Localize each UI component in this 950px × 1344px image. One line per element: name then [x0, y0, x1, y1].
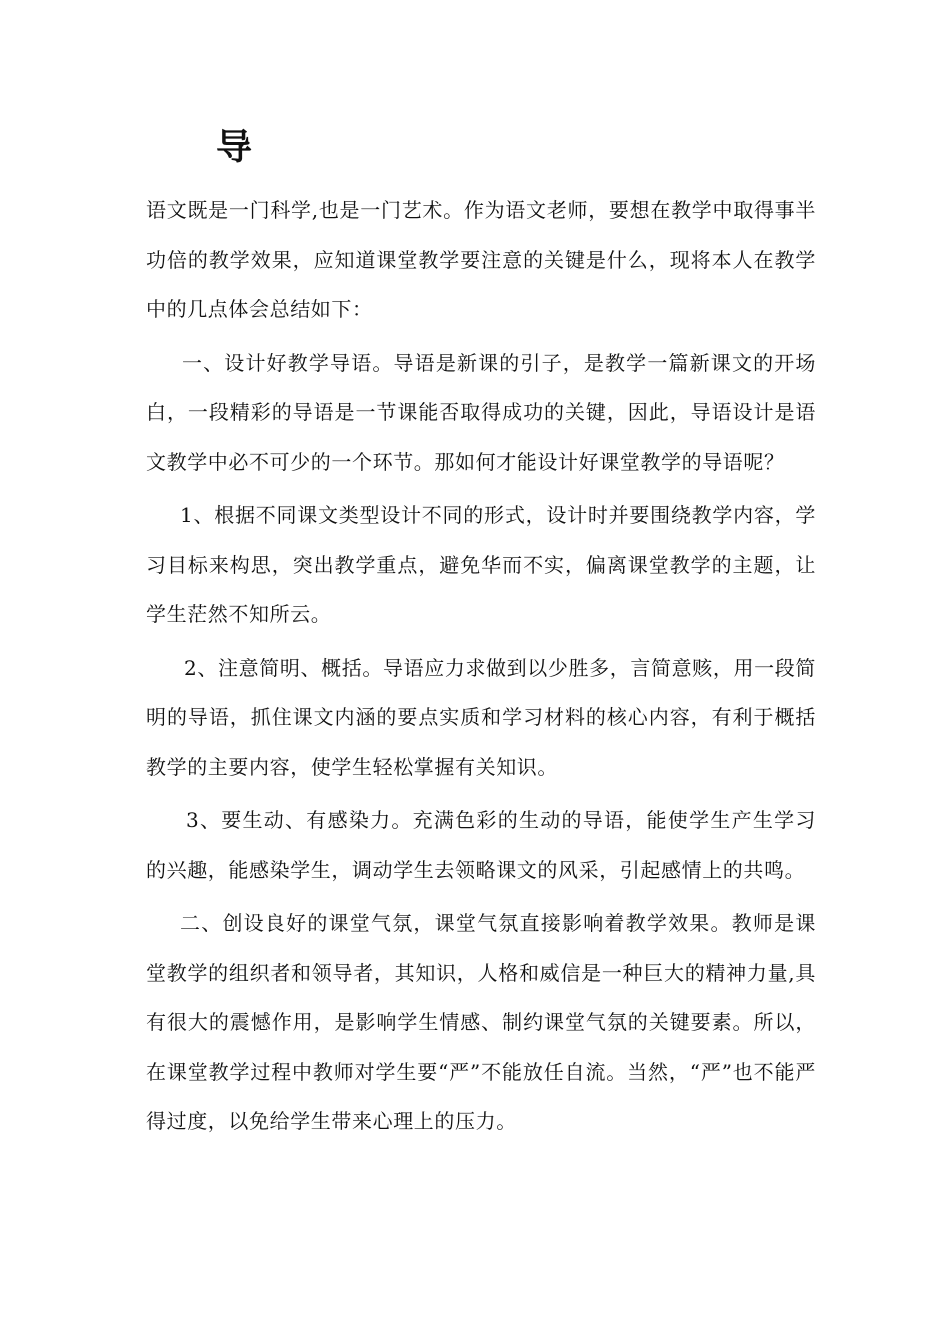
- document-title: 导: [216, 127, 253, 168]
- paragraph-item-3: 3、要生动、有感染力。充满色彩的生动的导语，能使学生产生学习的兴趣，能感染学生，调动学生去领略课文的风采，引起感情上的共鸣。: [146, 808, 816, 882]
- paragraph-section-2: 二、创设良好的课堂气氛，课堂气氛直接影响着教学效果。教师是课堂教学的组织者和领导者，其知识，人格和威信是一种巨大的精神力量,具有很大的震憾作用，是影响学生情感、制约课堂气氛的关键要素。所以，在课堂教学过程中教师对学生要“严”不能放任自流。当然，“严”也不能严得过度，以免给学生带来心理上的压力。: [146, 911, 816, 1133]
- paragraph-intro: 语文既是一门科学,也是一门艺术。作为语文老师，要想在教学中取得事半功倍的教学效果，应知道课堂教学要注意的关键是什么，现将本人在教学中的几点体会总结如下：: [146, 198, 816, 321]
- document-body: [146, 186, 816, 1147]
- paragraph-section-1: 一、设计好教学导语。导语是新课的引子，是教学一篇新课文的开场白，一段精彩的导语是一节课能否取得成功的关键，因此，导语设计是语文教学中必不可少的一个环节。那如何才能设计好课堂教学的导语呢？: [146, 350, 816, 474]
- paragraph-item-1: 1、根据不同课文类型设计不同的形式，设计时并要围绕教学内容，学习目标来构思，突出教学重点，避免华而不实，偏离课堂教学的主题，让学生茫然不知所云。: [146, 503, 816, 626]
- paragraph-item-2: 2、注意简明、概括。导语应力求做到以少胜多，言简意赅，用一段简明的导语，抓住课文内涵的要点实质和学习材料的核心内容，有利于概括教学的主要内容，使学生轻松掌握有关知识。: [146, 655, 816, 779]
